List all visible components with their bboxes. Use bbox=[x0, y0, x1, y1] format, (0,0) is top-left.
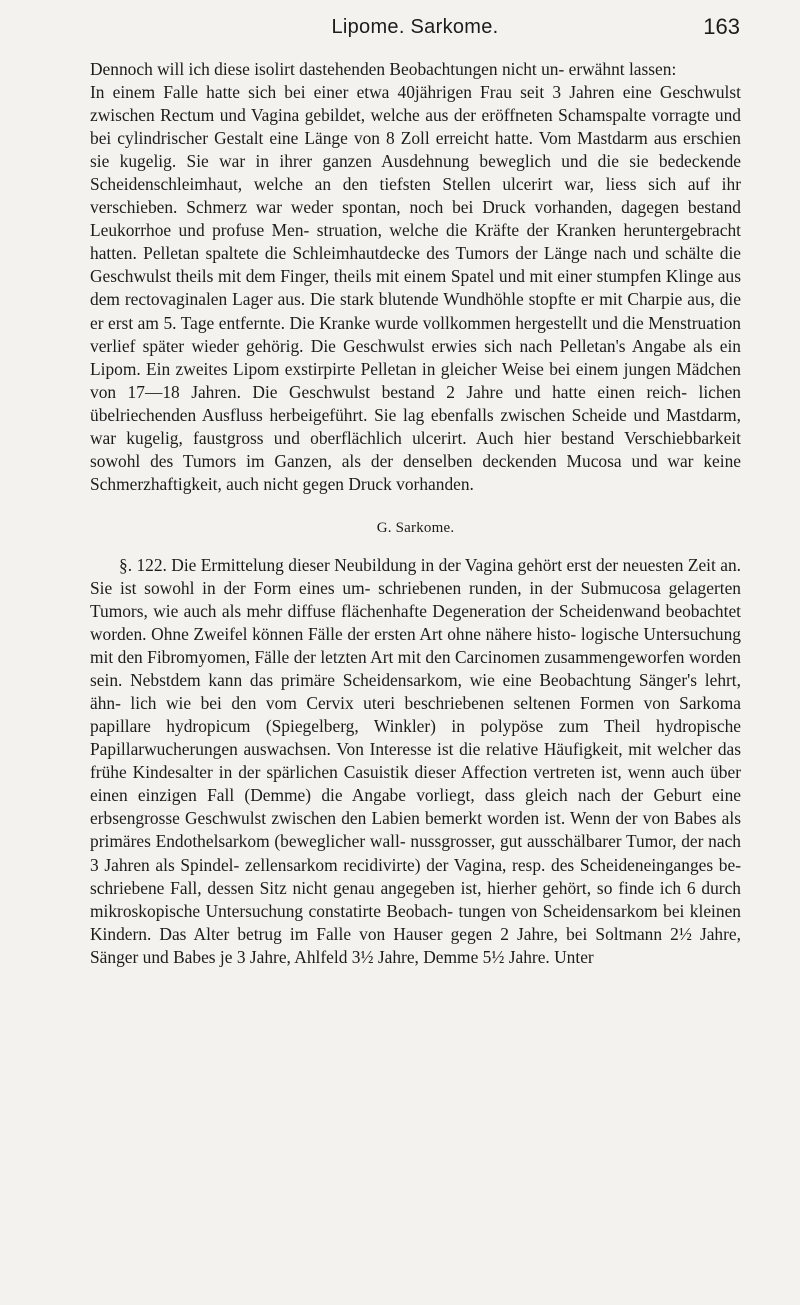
lipoma-case-paragraph: In einem Falle hatte sich bei einer etwa 40jährigen Frau seit 3 Jahren eine Geschwulst zwischen Rectum und Vagina gebildet, welche aus der eröffneten Schamspalte vorragte und bei cylindrischer Gestalt eine Länge von 8 Zoll erreicht hatte. Vom Mastdarm aus erschien sie kugelig. Sie war in ihrer ganzen Ausdehnung beweglich und die sie bedeckende Scheidenschleimhaut, welche an den tiefsten Stellen ulcerirt war, liess sich auf ihr verschieben. Schmerz war weder spontan, noch bei Druck vorhanden, dagegen bestand Leukorrhoe und profuse Men- struation, welche die Kräfte der Kranken heruntergebracht hatten. Pelletan spaltete die Schleimhautdecke des Tumors der Länge nach und schälte die Geschwulst theils mit dem Finger, theils mit einem Spatel und mit einer stumpfen Klinge aus dem rectovaginalen Lager aus. Die stark blutende Wundhöhle stopfte er mit Charpie aus, die er erst am 5. Tage entfernte. Die Kranke wurde vollkommen hergestellt und die Menstruation verlief später wieder gehörig. Die Geschwulst erwies sich nach Pelletan's Angabe als ein Lipom. Ein zweites Lipom exstirpirte Pelletan in gleicher Weise bei einem jungen Mädchen von 17—18 Jahren. Die Geschwulst bestand 2 Jahre und hatte einen reich- lichen übelriechenden Ausfluss herbeigeführt. Sie lag ebenfalls zwischen Scheide und Mastdarm, war kugelig, faustgross und oberflächlich ulcerirt. Auch hier bestand Verschiebbarkeit sowohl des Tumors im Ganzen, als der denselben deckenden Mucosa und war keine Schmerzhaftigkeit, auch nicht gegen Druck vorhanden. bbox=[90, 82, 741, 494]
body-text bbox=[90, 58, 741, 969]
running-title: Lipome. Sarkome. bbox=[331, 16, 499, 38]
sarcoma-paragraph: §. 122. Die Ermittelung dieser Neubildung in der Vagina gehört erst der neuesten Zeit an. Sie ist sowohl in der Form eines um- schriebenen runden, in der Submucosa gelagerten Tumors, wie auch als mehr diffuse flächenhafte Degeneration der Scheidenwand beobachtet worden. Ohne Zweifel können Fälle der ersten Art ohne nähere histo- logische Untersuchung mit den Fibromyomen, Fälle der letzten Art mit den Carcinomen zusammengeworfen worden sein. Nebstdem kann das primäre Scheidensarkom, wie eine Beobachtung Sänger's lehrt, ähn- lich wie bei den vom Cervix uteri beschriebenen seltenen Formen von Sarkoma papillare hydropicum (Spiegelberg, Winkler) in polypöse zum Theil hydropische Papillarwucherungen auswachsen. Von Interesse ist die relative Häufigkeit, mit welcher das frühe Kindesalter in der spärlichen Casuistik dieser Affection vertreten ist, wenn auch über einen einzigen Fall (Demme) die Angabe vorliegt, dass gleich nach der Geburt eine erbsengrosse Geschwulst zwischen den Labien bemerkt worden ist. Wenn der von Babes als primäres Endothelsarkom (beweglicher wall- nussgrosser, gut ausschälbarer Tumor, der nach 3 Jahren als Spindel- zellensarkom recidivirte) der Vagina, resp. des Scheideneinganges be- schriebene Fall, dessen Sitz nicht genau angegeben ist, hierher gehört, so finde ich 6 durch mikroskopische Untersuchung constatirte Beobach- tungen von Scheidensarkom bei kleinen Kindern. Das Alter betrug im Falle von Hauser gegen 2 Jahre, bei Soltmann 2½ Jahre, Sänger und Babes je 3 Jahre, Ahlfeld 3½ Jahre, Demme 5½ Jahre. Unter bbox=[90, 554, 741, 967]
page-number: 163 bbox=[703, 14, 740, 39]
section-heading: G. Sarkome. bbox=[376, 519, 455, 536]
intro-paragraph: Dennoch will ich diese isolirt dastehenden Beobachtungen nicht un- erwähnt lassen: bbox=[90, 59, 677, 79]
page-header bbox=[90, 0, 740, 40]
